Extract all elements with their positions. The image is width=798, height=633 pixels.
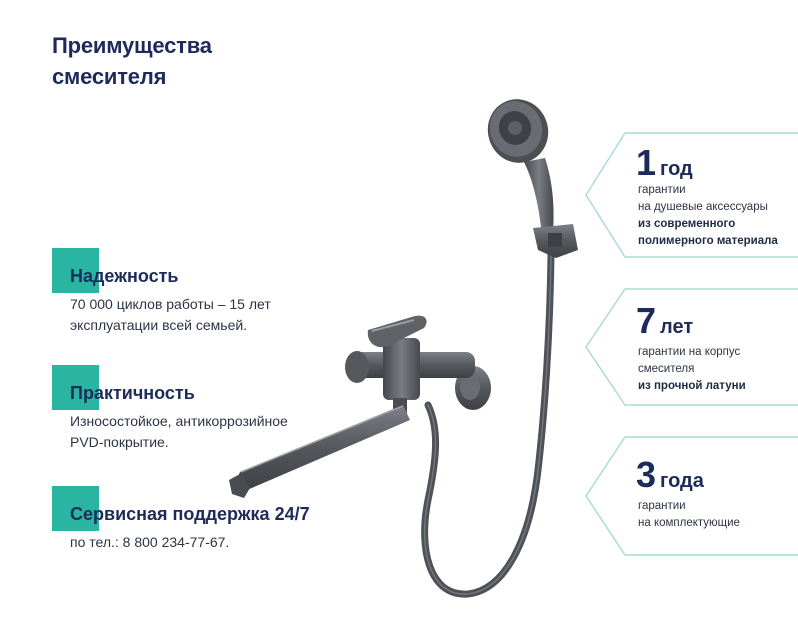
page-title-line-2: смесителя (52, 64, 167, 89)
warranty-line-strong: из прочной латуни (638, 380, 746, 392)
warranty-line-strong: из современного (638, 218, 736, 230)
warranty-description (638, 344, 746, 395)
feature-description-line: эксплуатации всей семьей. (70, 317, 248, 333)
warranty-card-1 (585, 132, 798, 258)
warranty-term (636, 142, 693, 184)
feature-description-line: по тел.: 8 800 234-77-67. (70, 534, 230, 550)
warranty-line: на комплектующие (638, 517, 740, 529)
warranty-line: гарантии на корпус (638, 346, 741, 358)
warranty-term (636, 454, 704, 496)
shower-head (480, 91, 557, 246)
feature-description-line: PVD-покрытие. (70, 434, 169, 450)
warranty-card-3 (585, 436, 798, 556)
warranty-description (638, 182, 778, 250)
warranty-term (636, 300, 693, 342)
shower-hose (425, 255, 551, 594)
feature-description-line: Износостойкое, антикоррозийное (70, 413, 288, 429)
warranty-number: 7 (636, 300, 656, 341)
warranty-unit: год (660, 158, 693, 180)
feature-title: Надежность (70, 266, 179, 286)
warranty-line: гарантии (638, 500, 686, 512)
warranty-unit: лет (660, 316, 694, 338)
mixer-body (345, 316, 475, 414)
long-spout (229, 405, 410, 498)
warranty-number: 3 (636, 454, 656, 495)
warranty-number: 1 (636, 142, 656, 183)
warranty-line: на душевые аксессуары (638, 201, 768, 213)
warranty-card-2 (585, 288, 798, 406)
feature-title: Практичность (70, 383, 195, 403)
warranty-unit: года (660, 470, 704, 492)
warranty-line-strong: полимерного материала (638, 235, 778, 247)
warranty-line: смесителя (638, 363, 695, 375)
page-title-line-1: Преимущества (52, 33, 212, 58)
feature-description-line: 70 000 циклов работы – 15 лет (70, 296, 271, 312)
feature-title: Сервисная поддержка 24/7 (70, 504, 310, 524)
warranty-description (638, 498, 740, 532)
warranty-line: гарантии (638, 184, 686, 196)
